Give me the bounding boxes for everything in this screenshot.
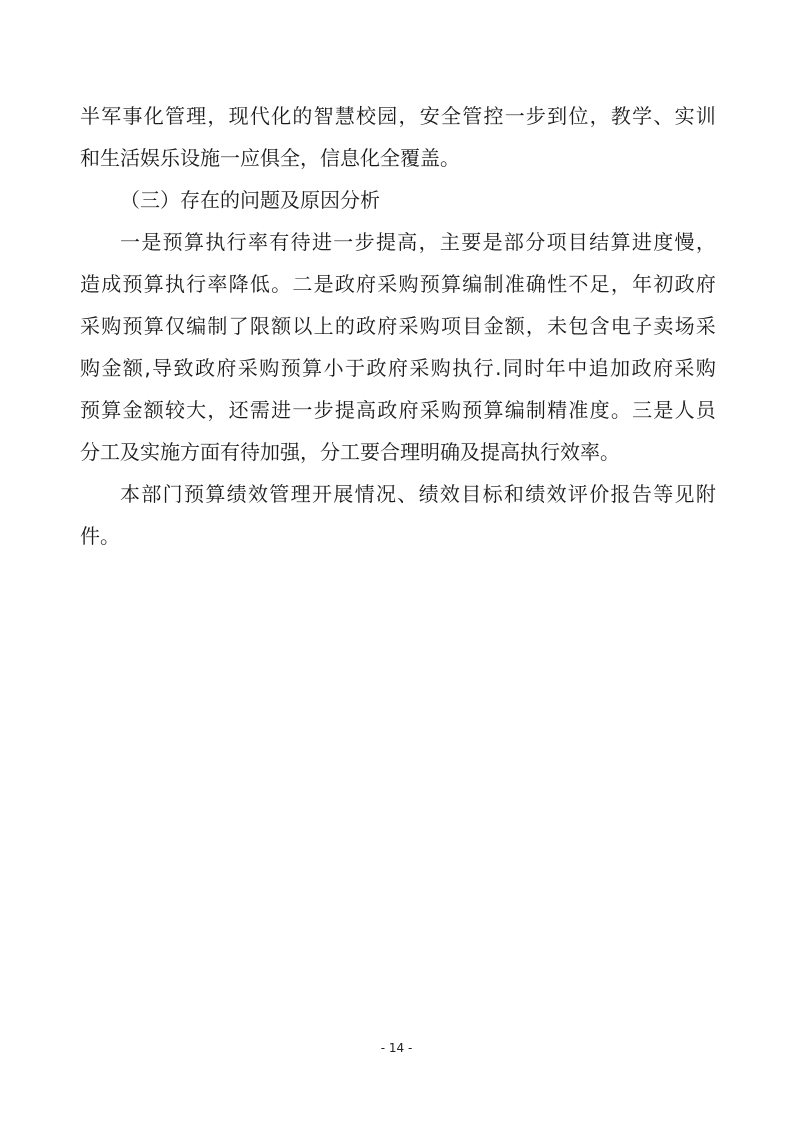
paragraph-line: 分工及实施方面有待加强，分工要合理明确及提高执行效率。 [80,440,620,464]
paragraph-line: 采 购 预 算 仅 编 制 了 限 额 以 上 的 政 府 采 购 项 目 金 额 ， 未 包 含 电 子 卖 场 采 [80,314,716,338]
paragraph-line: 件。 [80,524,120,548]
page-number: - 14 - [380,1041,413,1055]
paragraph-line: 购 金 额 , 导 致 政 府 采 购 预 算 小 于 政 府 采 购 执 行 . 同 时 年 中 追 加 政 府 采 购 [80,356,716,380]
paragraph-line: 预 算 金 额 较 大 ， 还 需 进 一 步 提 高 政 府 采 购 预 算 编 制 精 准 度 。 三 是 人 员 [80,398,716,422]
section-heading: （三）存在的问题及原因分析 [120,188,380,212]
paragraph-line: 和生活娱乐设施一应俱全，信息化全覆盖。 [80,146,460,170]
paragraph-line: 造 成 预 算 执 行 率 降 低 。 二 是 政 府 采 购 预 算 编 制 准 确 性 不 足 ， 年 初 政 府 [80,272,716,296]
paragraph-line: 半 军 事 化 管 理 ， 现 代 化 的 智 慧 校 园 ， 安 全 管 控 一 步 到 位 ， 教 学 、 实 训 [80,104,716,128]
paragraph-line: 本 部 门 预 算 绩 效 管 理 开 展 情 况 、 绩 效 目 标 和 绩 效 评 价 报 告 等 见 附 [120,482,716,506]
paragraph-line: 一 是 预 算 执 行 率 有 待 进 一 步 提 高 ， 主 要 是 部 分 项 目 结 算 进 度 慢 ， [120,230,716,254]
